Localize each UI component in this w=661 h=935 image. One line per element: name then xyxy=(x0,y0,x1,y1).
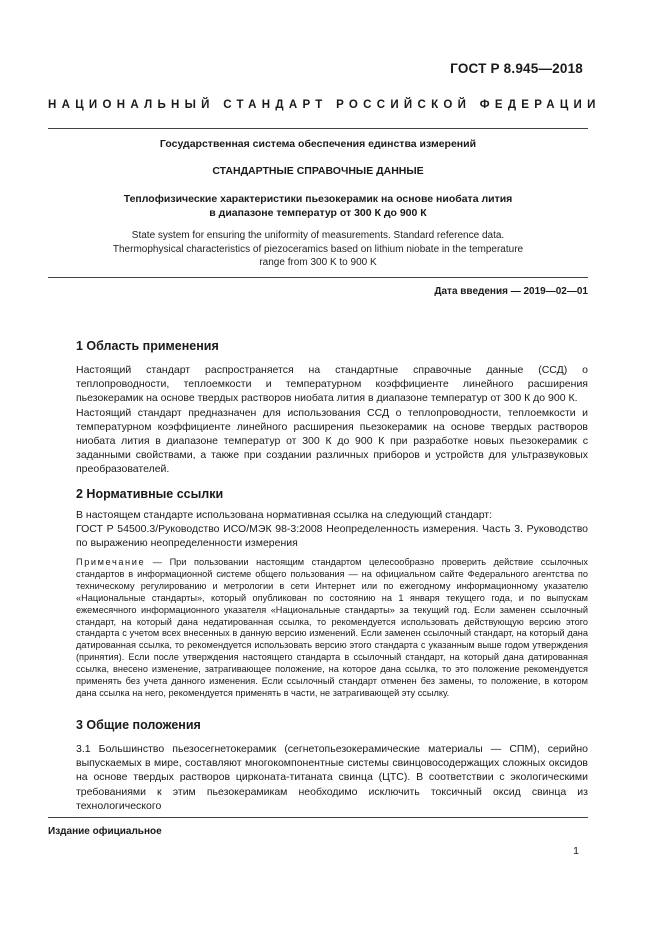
edition-label: Издание официальное xyxy=(48,826,162,837)
divider-title xyxy=(48,277,588,278)
page-number: 1 xyxy=(573,845,579,857)
section-3-para-1: 3.1 Большинство пьезосегнетокерамик (сегнетопьезокерамические материалы — СПМ), серийно выпускаемых в мире, составляют многокомпонентные системы свинцовосодержащих сложных оксидов на основе твердых растворов цирконата-титаната свинца (ЦТС). В соответствии с экологическими требованиями к этим пьезокерамикам необходимо исключить токсичный оксид свинца из технологического xyxy=(76,743,588,812)
section-1-body xyxy=(76,363,588,477)
section-2-body xyxy=(76,508,588,551)
divider-footer xyxy=(48,817,588,818)
section-1-para-2: Настоящий стандарт предназначен для использования ССД о теплопроводности, теплоемкости и температурном коэффициенте линейного расширения пьезокерамик на основе твердых растворов ниобата лития в диапазоне температур от 300 К до 900 К при разработке новых пьезокерамик с заданными свойствами, а также при создании различных приборов и устройств для ультразвуковых преобразователей. xyxy=(76,406,588,476)
introduction-date: Дата введения — 2019—02—01 xyxy=(434,286,588,297)
section-1-para-1: Настоящий стандарт распространяется на стандартные справочные данные (ССД) о теплопроводности, теплоемкости и температурном коэффициенте линейного расширения пьезокерамик на основе твердых растворов ниобата лития в диапазоне температур от 300 К до 900 К. xyxy=(76,364,588,405)
section-3-body xyxy=(76,742,588,813)
system-title: Государственная система обеспечения единства измерений xyxy=(159,138,477,150)
section-2-heading: 2 Нормативные ссылки xyxy=(76,487,224,501)
note-label: Примечание xyxy=(76,557,146,567)
divider-top xyxy=(48,128,588,129)
section-2-note xyxy=(76,557,588,700)
standard-name-ru-line1: Теплофизические характеристики пьезокерамик на основе ниобата лития xyxy=(123,193,513,205)
standard-name-en-line1: State system for ensuring the uniformity of measurements. Standard reference data. xyxy=(131,230,505,241)
standard-name-en-line3: range from 300 K to 900 K xyxy=(259,257,377,268)
section-2-para-2: ГОСТ Р 54500.3/Руководство ИСО/МЭК 98-3:2008 Неопределенность измерения. Часть 3. Руководство по выражению неопределенности измерения xyxy=(76,523,588,550)
national-standard-title: НАЦИОНАЛЬНЫЙ СТАНДАРТ РОССИЙСКОЙ ФЕДЕРАЦИИ xyxy=(48,99,601,111)
category-title: СТАНДАРТНЫЕ СПРАВОЧНЫЕ ДАННЫЕ xyxy=(212,165,424,177)
standard-name-en-line2: Thermophysical characteristics of piezoceramics based on lithium niobate in the temperature xyxy=(112,243,524,255)
standard-name-ru-line2: в диапазоне температур от 300 К до 900 К xyxy=(209,207,427,219)
standard-name-en xyxy=(48,229,588,270)
section-1-heading: 1 Область применения xyxy=(76,339,219,353)
section-3-heading: 3 Общие положения xyxy=(76,718,201,732)
standard-name-ru xyxy=(48,192,588,220)
gost-code: ГОСТ Р 8.945—2018 xyxy=(450,61,583,76)
section-2-para-1: В настоящем стандарте использована нормативная ссылка на следующий стандарт: xyxy=(76,509,493,521)
note-text: — При пользовании настоящим стандартом целесообразно проверить действие ссылочных стандартов в информационной системе общего пользования — на официальном сайте Федерального агентства по техническому регулированию и метрологии в сети Интернет или по ежегодному информационному указателю «Национальные стандарты», который опубликован по состоянию на 1 января текущего года, и по выпускам ежемесячного информационного указателя «Национальные стандарты» за текущий год. Если заменен ссылочный стандарт, на который дана недатированная ссылка, то рекомендуется использовать действующую версию этого стандарта с учетом всех внесенных в данную версию изменений. Если заменен ссылочный стандарт, на который дана датированная ссылка, то рекомендуется использовать версию этого стандарта с указанным выше годом утверждения (принятия). Если после утверждения настоящего стандарта в ссылочный стандарт, на который дана датированная ссылка, внесено изменение, затрагивающее положение, на которое дана ссылка, то это положение рекомендуется применять без учета данного изменения. Если ссылочный стандарт отменен без замены, то положение, в котором дана ссылка на него, рекомендуется применять в части, не затрагивающей эту ссылку. xyxy=(76,557,588,698)
